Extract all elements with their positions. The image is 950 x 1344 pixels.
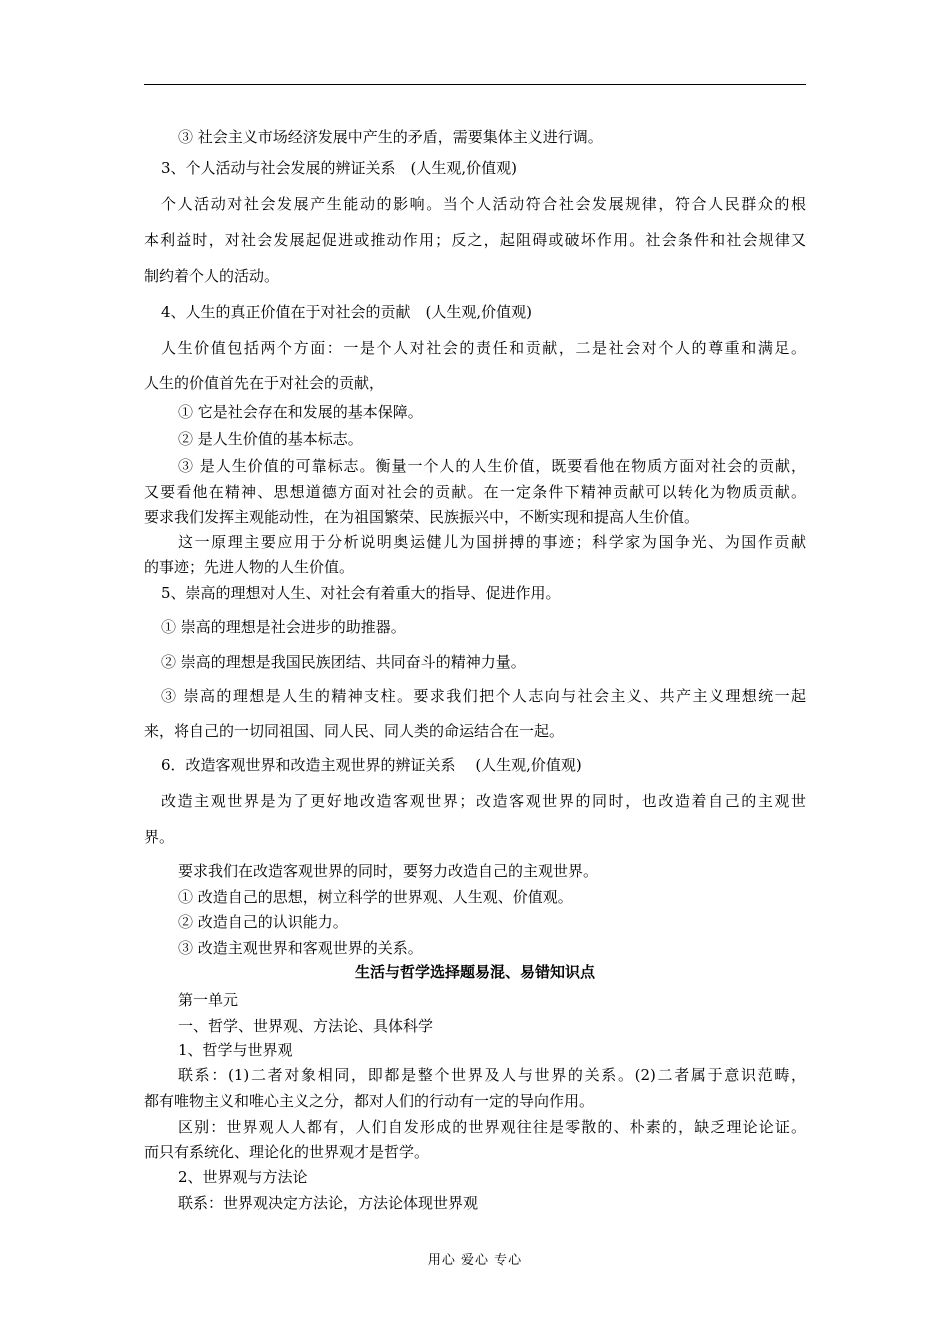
text-line: 都有唯物主义和唯心主义之分，都对人们的行动有一定的导向作用。 [144,1092,595,1110]
text-line: 个人活动对社会发展产生能动的影响。当个人活动符合社会发展规律，符合人民群众的根 [161,195,806,213]
text-line: 人生价值包括两个方面：一是个人对社会的责任和贡献，二是社会对个人的尊重和满足。 [161,339,806,357]
text-line: 改造主观世界是为了更好地改造客观世界；改造客观世界的同时，也改造着自己的主观世 [161,792,806,810]
text-line: ③ 崇高的理想是人生的精神支柱。要求我们把个人志向与社会主义、共产主义理想统一起 [161,687,806,705]
text-line: 2、世界观与方法论 [178,1168,308,1186]
text-line: ② 是人生价值的基本标志。 [178,430,363,448]
text-line: ① 改造自己的思想，树立科学的世界观、人生观、价值观。 [178,888,573,906]
text-line: 第一单元 [178,991,239,1009]
text-line: 制约着个人的活动。 [144,267,280,285]
text-line: 要求我们在改造客观世界的同时，要努力改造自己的主观世界。 [178,862,599,880]
text-line: 的事迹；先进人物的人生价值。 [144,558,355,576]
text-line: ① 崇高的理想是社会进步的助推器。 [161,618,406,636]
text-line: 区别：世界观人人都有，人们自发形成的世界观往往是零散的、朴素的，缺乏理论论证。 [178,1118,806,1136]
text-line: 界。 [144,828,175,846]
text-line: 要求我们发挥主观能动性，在为祖国繁荣、民族振兴中，不断实现和提高人生价值。 [144,508,700,526]
text-line: 3、个人活动与社会发展的辨证关系 (人生观,价值观) [161,159,518,177]
text-line: 6．改造客观世界和改造主观世界的辨证关系 (人生观,价值观) [161,756,582,774]
text-line: 联系：世界观决定方法论，方法论体现世界观 [178,1194,479,1212]
header-rule [144,84,806,85]
text-line: 本利益时，对社会发展起促进或推动作用；反之，起阻碍或破坏作用。社会条件和社会规律又 [144,231,806,249]
text-line: 来，将自己的一切同祖国、同人民、同人类的命运结合在一起。 [144,722,565,740]
text-line: 4、人生的真正价值在于对社会的贡献 (人生观,价值观) [161,303,533,321]
page-footer: 用心 爱心 专心 [427,1253,523,1268]
text-line: 又要看他在精神、思想道德方面对社会的贡献。在一定条件下精神贡献可以转化为物质贡献。 [144,483,806,501]
text-line: ① 它是社会存在和发展的基本保障。 [178,403,423,421]
text-line: 人生的价值首先在于对社会的贡献， [144,374,385,392]
text-line: 1、哲学与世界观 [178,1041,293,1059]
text-line: 一、哲学、世界观、方法论、具体科学 [178,1017,434,1035]
text-line: ③ 社会主义市场经济发展中产生的矛盾，需要集体主义进行调。 [178,128,603,146]
section-heading: 生活与哲学选择题易混、易错知识点 [354,963,595,981]
text-line: 联系：(1)二者对象相同，即都是整个世界及人与世界的关系。(2)二者属于意识范畴， [178,1066,806,1084]
text-line: 这一原理主要应用于分析说明奥运健儿为国拼搏的事迹；科学家为国争光、为国作贡献 [178,533,806,551]
text-line: ② 改造自己的认识能力。 [178,913,348,931]
text-line: ③ 改造主观世界和客观世界的关系。 [178,939,423,957]
text-line: ② 崇高的理想是我国民族团结、共同奋斗的精神力量。 [161,653,526,671]
text-line: 5、崇高的理想对人生、对社会有着重大的指导、促进作用。 [161,584,561,602]
text-line: 而只有系统化、理论化的世界观才是哲学。 [144,1143,430,1161]
text-line: ③ 是人生价值的可靠标志。衡量一个人的人生价值，既要看他在物质方面对社会的贡献， [178,457,806,475]
